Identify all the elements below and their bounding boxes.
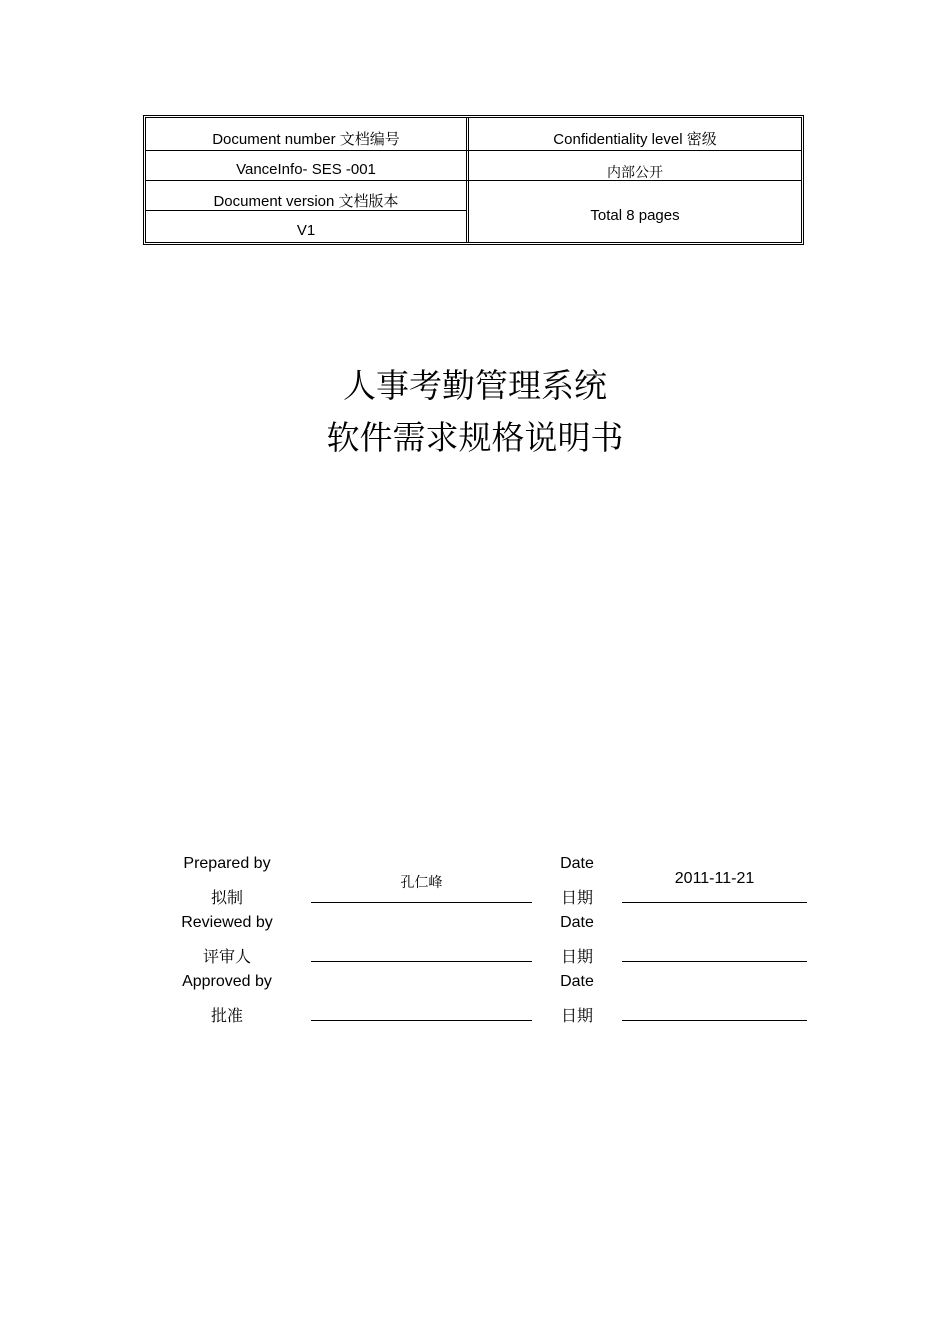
prepared-date-label-cn: 日期 [560,888,593,907]
prepared-date-value: 2011-11-21 [674,870,755,887]
approved-by-label-cn: 批准 [210,1006,243,1025]
prepared-by-label-cn: 拟制 [210,888,243,907]
title-line-1: 人事考勤管理系统 [343,366,607,405]
doc-version-value: V1 [296,222,316,239]
prepared-date-line [622,902,807,903]
reviewed-by-label: Reviewed by [181,914,273,931]
approved-date-label: Date [560,973,594,990]
approved-by-signature-line [311,1020,532,1021]
reviewed-date-line [622,961,807,962]
approved-date-line [622,1020,807,1021]
prepared-by-signature-line [311,902,532,903]
table-row-divider [146,150,801,151]
reviewed-date-label: Date [560,914,594,931]
approved-by-label: Approved by [182,973,272,990]
doc-number-label: Document number 文档编号 [212,131,400,148]
title-line-2: 软件需求规格说明书 [326,418,624,457]
prepared-by-label: Prepared by [183,855,271,872]
prepared-by-name: 孔仁峰 [400,875,443,891]
confidentiality-value: 内部公开 [607,165,663,181]
reviewed-by-label-cn: 评审人 [202,947,251,966]
reviewed-by-signature-line [311,961,532,962]
confidentiality-label: Confidentiality level 密级 [553,131,717,148]
reviewed-date-label-cn: 日期 [560,947,593,966]
document-info-table [143,115,804,245]
doc-version-label: Document version 文档版本 [213,193,399,210]
document-title [0,360,950,464]
prepared-date-label: Date [560,855,594,872]
total-pages: Total 8 pages [590,207,680,224]
approved-date-label-cn: 日期 [560,1006,593,1025]
doc-number-value: VanceInfo- SES -001 [236,161,376,178]
